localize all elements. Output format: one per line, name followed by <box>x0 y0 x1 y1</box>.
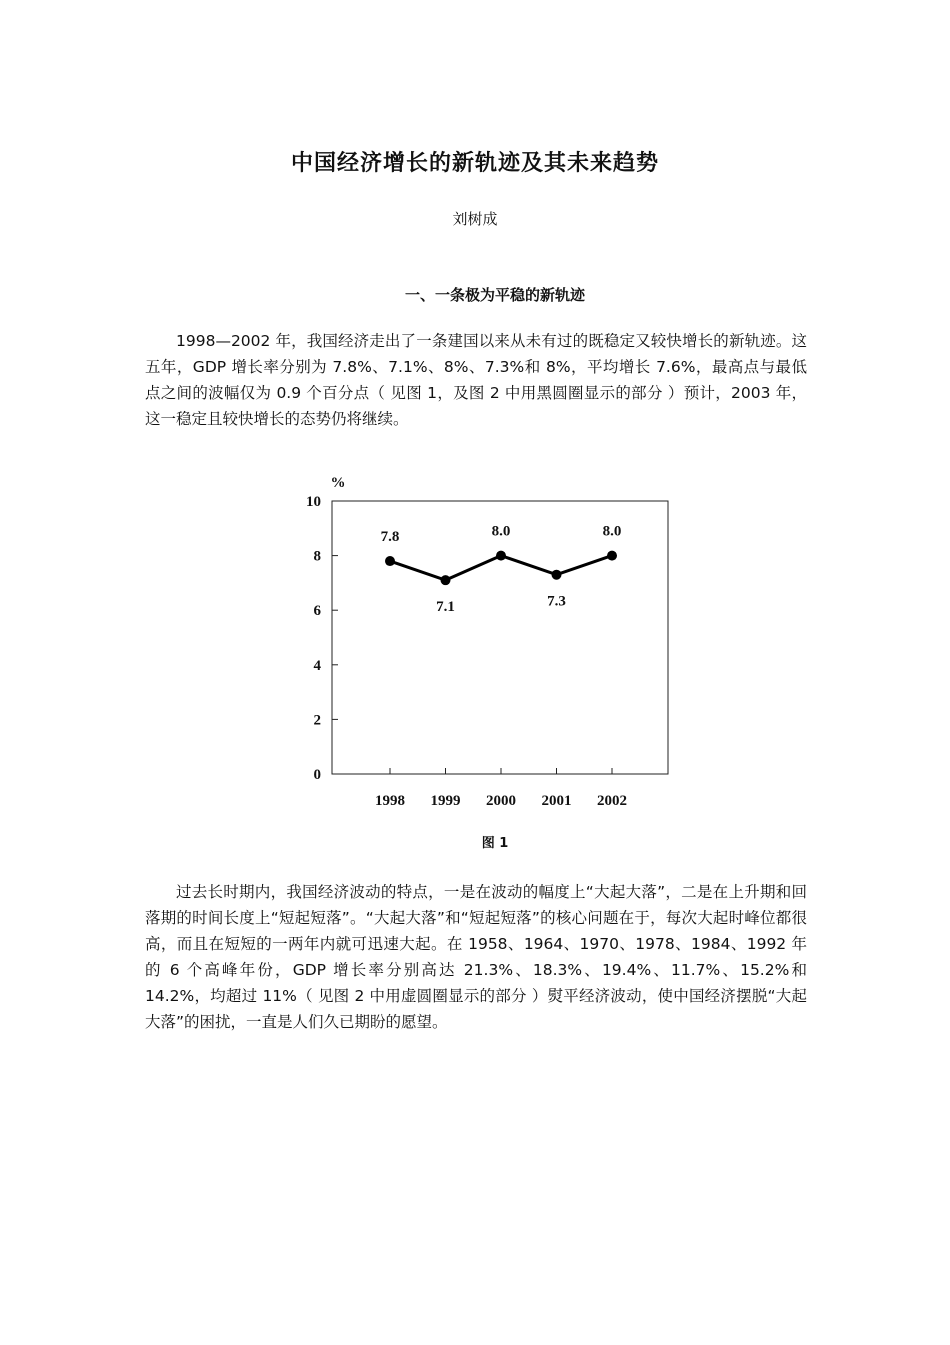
document-title: 中国经济增长的新轨迹及其未来趋势 <box>290 151 659 176</box>
data-label: 7.1 <box>436 599 455 616</box>
y-tick-label: 4 <box>313 657 321 674</box>
y-tick-label: 0 <box>313 767 321 783</box>
y-tick-label: 10 <box>306 494 321 510</box>
data-label: 8.0 <box>602 523 622 540</box>
y-tick-label: 6 <box>313 603 321 620</box>
author-name: 刘树成 <box>452 210 498 228</box>
x-tick-label: 2001 <box>541 793 572 809</box>
data-point <box>607 551 617 561</box>
x-tick-label: 1998 <box>375 793 405 809</box>
data-label: 7.3 <box>547 593 566 610</box>
data-point <box>441 575 451 585</box>
section-heading: 一、一条极为平稳的新轨迹 <box>404 286 585 304</box>
data-point <box>496 551 506 561</box>
data-point <box>552 570 562 580</box>
y-tick-label: 2 <box>313 712 321 729</box>
data-point <box>385 556 395 566</box>
x-tick-label: 2000 <box>486 793 516 809</box>
x-tick-label: 1999 <box>430 793 461 809</box>
y-tick-label: 8 <box>313 548 321 565</box>
gdp-growth-line-chart <box>290 468 690 823</box>
data-label: 8.0 <box>491 523 511 540</box>
y-axis-label: % <box>330 475 346 491</box>
paragraph-1: 1998—2002 年，我国经济走出了一条建国以来从未有过的既稳定又较快增长的新轨迹。这五年，GDP 增长率分别为 7.8%、7.1%、8%、7.3%和 8%，平均增长 7.6%，最高点与最低点之间的波幅仅为 0.9 个百分点（ 见图 1，及图 2 中用黑圆圈显示的部分 ）预计，2003 年，这一稳定且较快增长的态势仍将继续。 <box>145 332 807 428</box>
x-tick-label: 2002 <box>597 793 627 809</box>
data-label: 7.8 <box>380 529 400 546</box>
figure-caption: 图 1 <box>481 836 509 851</box>
paragraph-2: 过去长时期内，我国经济波动的特点，一是在波动的幅度上“大起大落”，二是在上升期和回落期的时间长度上“短起短落”。“大起大落”和“短起短落”的核心问题在于，每次大起时峰位都很高，而且在短短的一两年内就可迅速大起。在 1958、1964、1970、1978、1984、1992 年的 6 个高峰年份，GDP 增长率分别高达 21.3%、18.3%、19.4%、11.7%、15.2%和 14.2%，均超过 11%（ 见图 2 中用虚圆圈显示的部分 ）熨平经济波动，使中国经济摆脱“大起大落”的困扰，一直是人们久已期盼的愿望。 <box>145 883 807 1031</box>
